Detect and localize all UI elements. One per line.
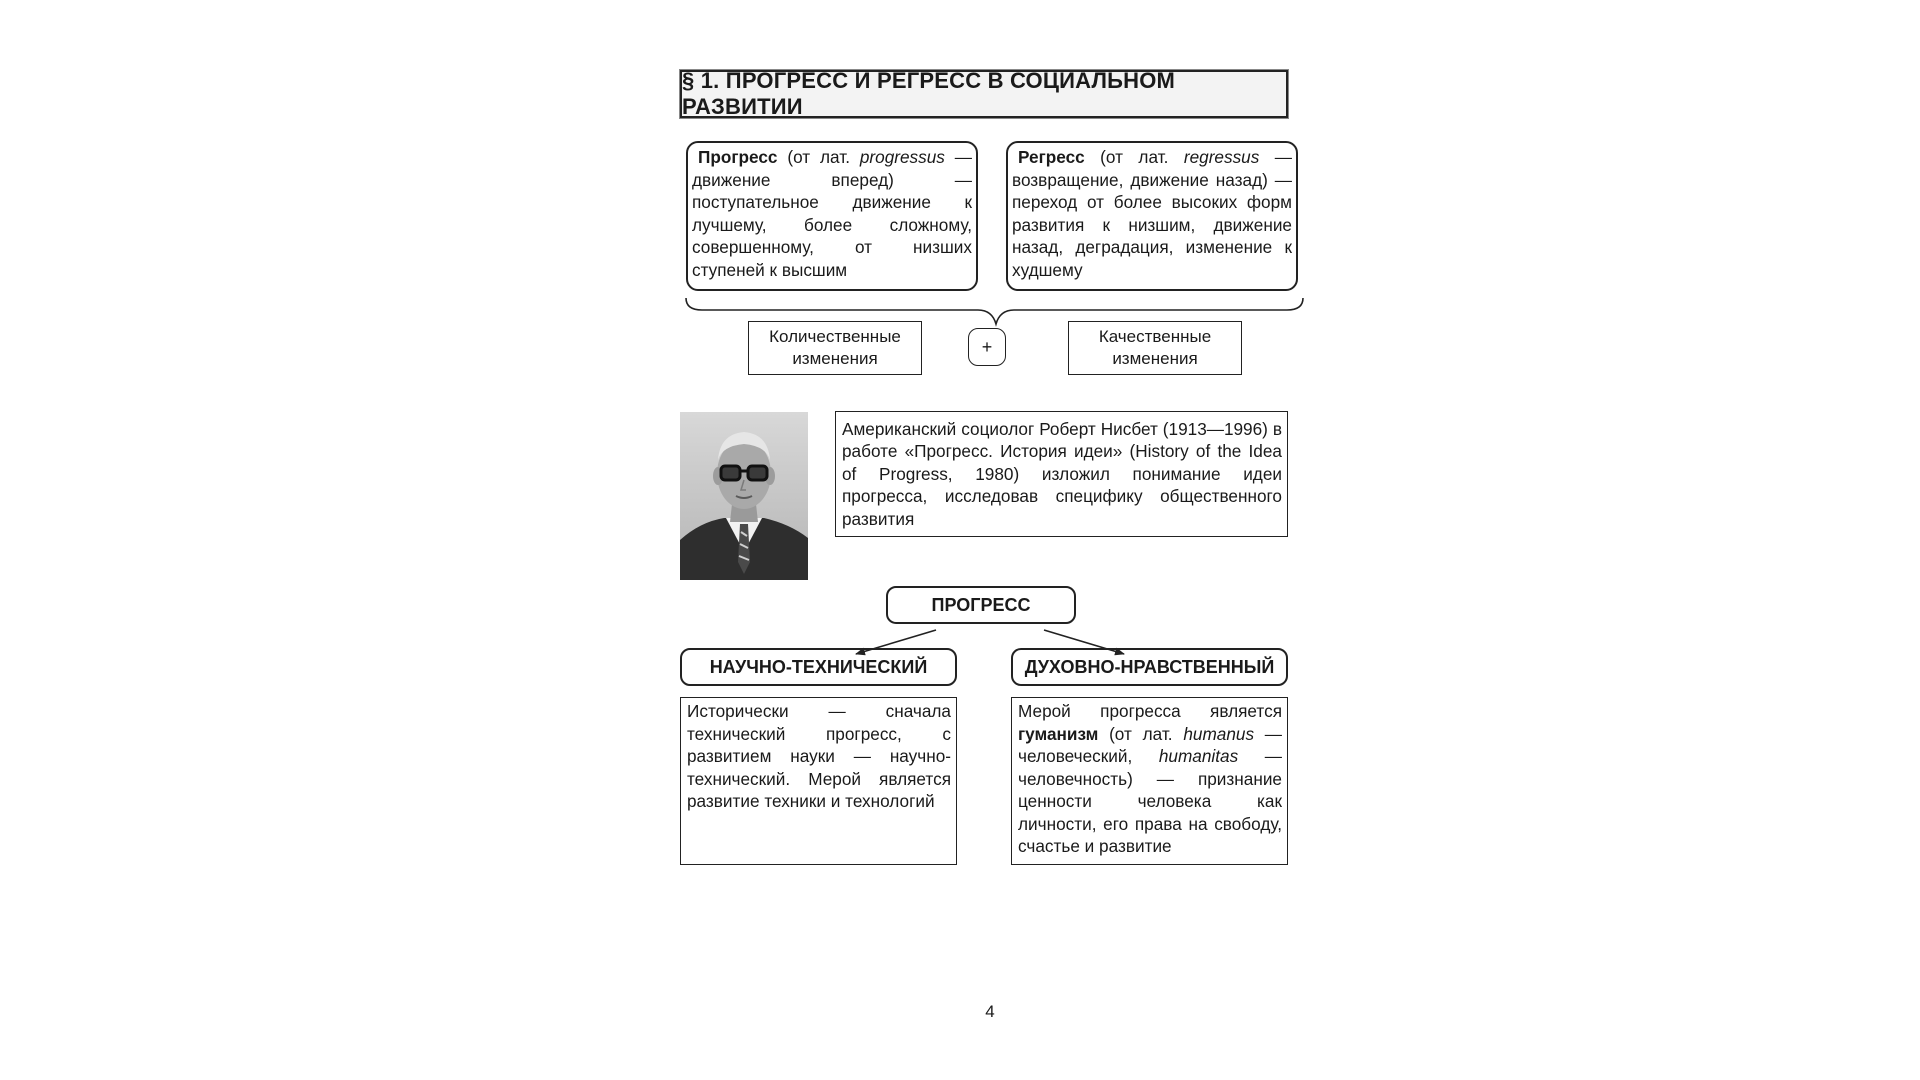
nisbet-bio: Американский социолог Роберт Нисбет (1913—1996) в работе «Прогресс. История идеи» (History of the Idea of Progress, 1980) изложил понимание идеи прогресса, исследовав специфику общественного развития [835,411,1288,537]
qualitative-changes-box: Качественные изменения [1068,321,1242,375]
regress-term: Регресс [1018,147,1085,167]
portrait-image [680,412,808,580]
humanism-text-3: — человеческий, [1018,723,1282,766]
progress-root-node: ПРОГРЕСС [886,586,1076,624]
section-title: § 1. ПРОГРЕСС И РЕГРЕСС В СОЦИАЛЬНОМ РАЗВИТИИ [680,70,1288,118]
regress-latin: regressus [1183,147,1260,167]
humanism-text-4: — человечность) — признание ценности человека как личности, его права на свободу, счастье и развитие [1018,746,1282,856]
progress-def-text-2: — движение вперед) — поступательное движение к лучшему, более сложному, совершенному, от низших ступеней к высшим [692,147,972,280]
humanitas-latin: humanitas [1158,746,1239,766]
scientific-technical-text: Исторически — сначала технический прогресс, с развитием науки — научно-технический. Мерой является развитие техники и технологий [680,697,957,865]
regress-def-text-2: — возвращение, движение назад) — переход от более высоких форм развития к низшим, движение назад, деградация, изменение к худшему [1012,147,1292,280]
progress-def-text-1: (от лат. [777,147,860,167]
spiritual-moral-text [1011,697,1288,865]
humanism-term: гуманизм [1018,723,1099,744]
quantitative-changes-box: Количественные изменения [748,321,922,375]
humanism-text-1: Мерой прогресса является [1018,701,1282,721]
spiritual-moral-node: ДУХОВНО-НРАВСТВЕННЫЙ [1011,648,1288,686]
scientific-technical-node: НАУЧНО-ТЕХНИЧЕСКИЙ [680,648,957,686]
nisbet-portrait [680,412,808,580]
progress-latin: progressus [859,147,945,167]
plus-sign: + [968,328,1006,366]
page-number: 4 [985,1002,995,1021]
progress-term: Прогресс [698,147,778,167]
humanus-latin: humanus [1183,723,1255,744]
humanism-text-2: (от лат. [1098,723,1184,744]
regress-def-text-1: (от лат. [1084,147,1184,167]
